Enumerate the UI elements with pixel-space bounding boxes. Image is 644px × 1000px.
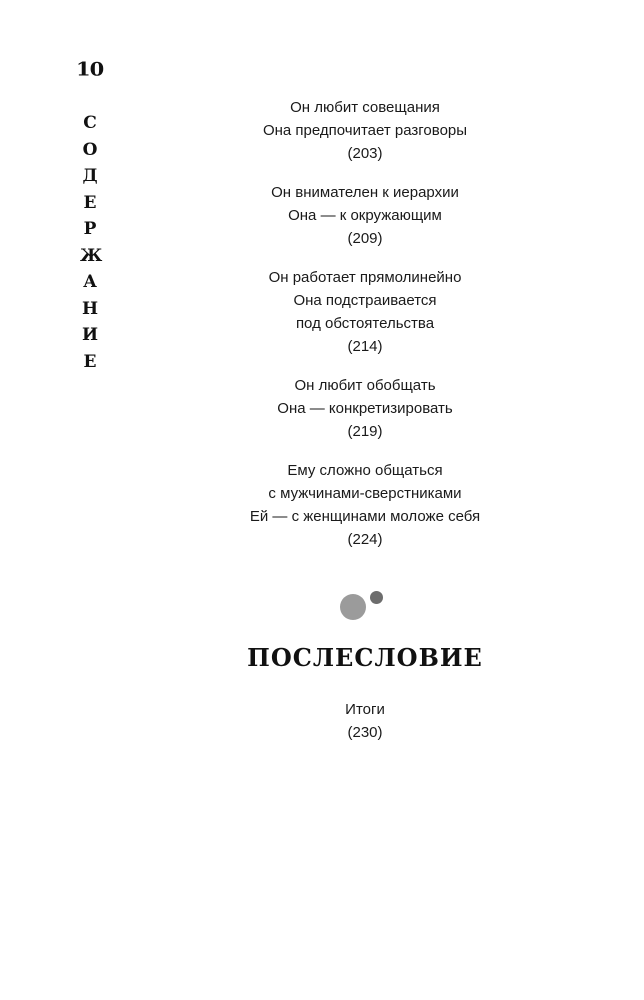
toc-entry[interactable] bbox=[180, 266, 550, 358]
toc-entry[interactable] bbox=[180, 374, 550, 443]
toc-entry-line: Он внимателен к иерархии bbox=[271, 184, 459, 201]
toc-entry-line: Она — к окружающим bbox=[288, 207, 442, 224]
toc-entry-line: с мужчинами-сверстниками bbox=[268, 485, 462, 502]
toc-entry-page: (209) bbox=[347, 230, 383, 247]
toc-entry-afterword[interactable] bbox=[180, 698, 550, 744]
toc-entry-page: (219) bbox=[347, 423, 383, 440]
toc-entry-page: (224) bbox=[347, 531, 383, 548]
table-of-contents bbox=[180, 96, 550, 567]
toc-entry-line: Итоги bbox=[345, 701, 385, 718]
toc-entry-line: Он любит совещания bbox=[290, 99, 440, 116]
page-number: 10 bbox=[76, 57, 104, 80]
section-title-afterword: ПОСЛЕСЛОВИЕ bbox=[247, 643, 483, 672]
large-dot-icon bbox=[340, 594, 366, 620]
decorative-dots-icon bbox=[336, 586, 396, 626]
toc-entry-line: Он работает прямолинейно bbox=[268, 269, 462, 286]
toc-entry-line: Он любит обобщать bbox=[294, 377, 436, 394]
toc-entry-page: (214) bbox=[347, 338, 383, 355]
small-dot-icon bbox=[370, 591, 383, 604]
toc-entry-line: под обстоятельства bbox=[295, 315, 435, 332]
toc-entry[interactable] bbox=[180, 459, 550, 551]
toc-entry-line: Ей — с женщинами моложе себя bbox=[249, 508, 481, 525]
toc-entry-line: Она подстраивается bbox=[293, 292, 437, 309]
side-chapter-title: СОДЕРЖАНИЕ bbox=[80, 113, 103, 372]
toc-entry[interactable] bbox=[180, 181, 550, 250]
toc-entry-line: Ему сложно общаться bbox=[287, 462, 443, 479]
toc-entry-line: Она предпочитает разговоры bbox=[262, 122, 468, 139]
toc-entry-line: Она — конкретизировать bbox=[277, 400, 453, 417]
toc-entry-page: (203) bbox=[347, 145, 383, 162]
toc-entry-page: (230) bbox=[347, 724, 383, 741]
toc-entry[interactable] bbox=[180, 96, 550, 165]
